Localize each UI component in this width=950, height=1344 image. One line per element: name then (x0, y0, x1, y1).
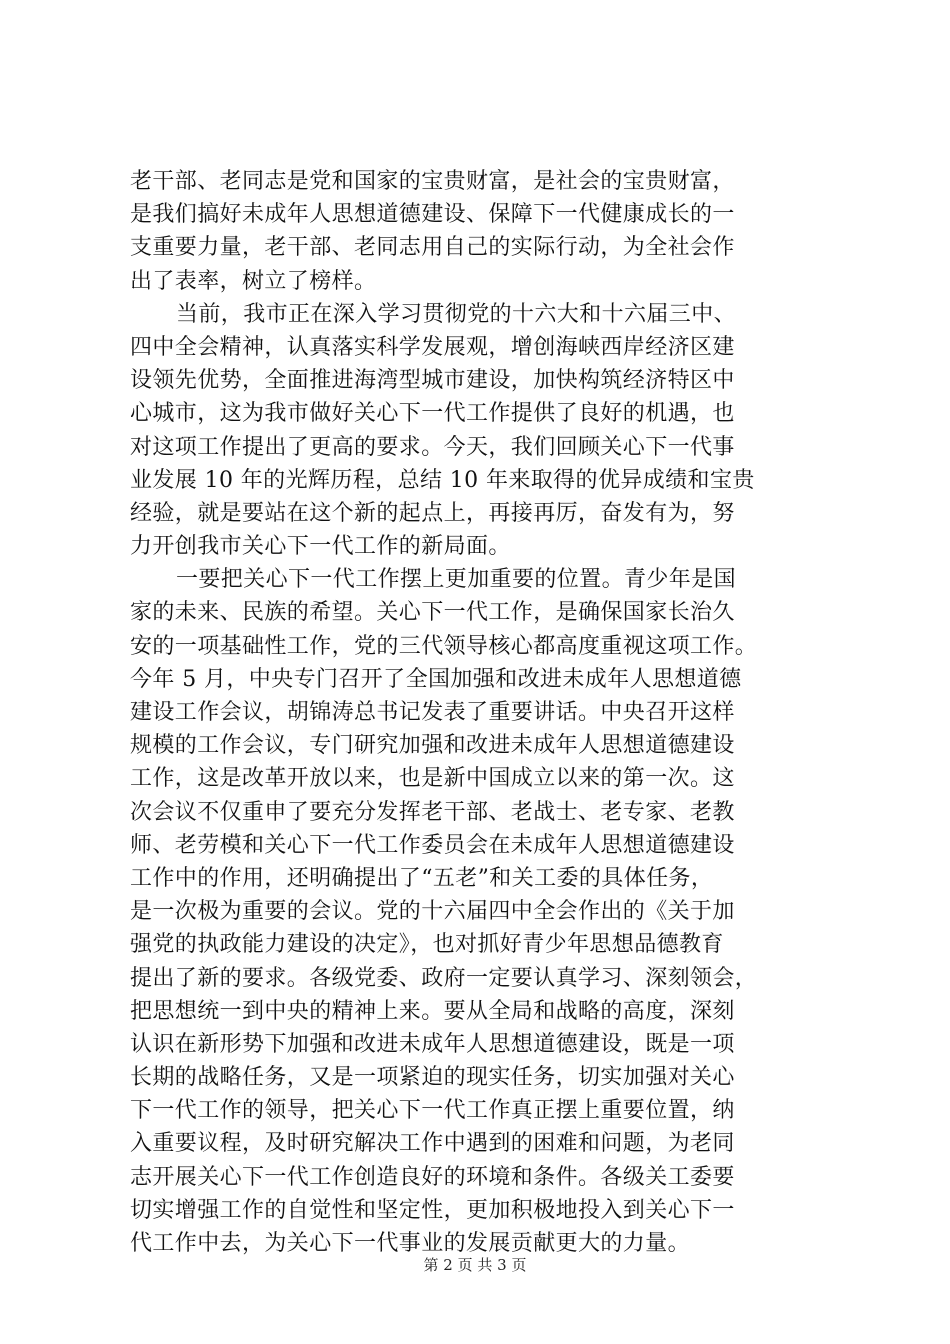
text-line: 家的未来、民族的希望。关心下一代工作，是确保国家长治久 (130, 600, 735, 626)
text-line: 工作中的作用，还明确提出了“五老”和关工委的具体任务， (130, 865, 714, 891)
text-line: 工作，这是改革开放以来，也是新中国成立以来的第一次。这 (130, 766, 735, 792)
text-line: 强党的执政能力建设的决定》，也对抓好青少年思想品德教育 (130, 932, 724, 958)
text-line: 切实增强工作的自觉性和坚定性，更加积极地投入到关心下一 (130, 1197, 735, 1223)
text-line: 规模的工作会议，专门研究加强和改进未成年人思想道德建设 (130, 733, 735, 759)
text-line: 次会议不仅重申了要充分发挥老干部、老战士、老专家、老教 (130, 799, 735, 825)
text-line: 是我们搞好未成年人思想道德建设、保障下一代健康成长的一 (130, 202, 735, 228)
page-footer: 第 2 页 共 3 页 (423, 1256, 527, 1274)
text-line: 老干部、老同志是党和国家的宝贵财富，是社会的宝贵财富， (130, 169, 735, 194)
text-line: 设领先优势，全面推进海湾型城市建设，加快构筑经济特区中 (130, 368, 735, 394)
text-line: 建设工作会议，胡锦涛总书记发表了重要讲话。中央召开这样 (130, 700, 735, 725)
text-line: 经验，就是要站在这个新的起点上，再接再厉，奋发有为，努 (130, 500, 735, 526)
text-line: 下一代工作的领导，把关心下一代工作真正摆上重要位置，纳 (130, 1098, 735, 1124)
text-line: 当前，我市正在深入学习贯彻党的十六大和十六届三中、 (176, 301, 737, 327)
text-line: 出了表率，树立了榜样。 (130, 268, 377, 294)
text-line: 心城市，这为我市做好关心下一代工作提供了良好的机遇，也 (130, 401, 735, 427)
text-line: 力开创我市关心下一代工作的新局面。 (130, 534, 511, 560)
text-line: 入重要议程，及时研究解决工作中遇到的困难和问题，为老同 (130, 1131, 735, 1157)
text-line: 认识在新形势下加强和改进未成年人思想道德建设，既是一项 (130, 1031, 735, 1057)
text-line: 提出了新的要求。各级党委、政府一定要认真学习、深刻领会， (130, 965, 758, 991)
text-line: 师、老劳模和关心下一代工作委员会在未成年人思想道德建设 (130, 832, 735, 858)
text-line: 对这项工作提出了更高的要求。今天，我们回顾关心下一代事 (130, 434, 735, 460)
text-line: 志开展关心下一代工作创造良好的环境和条件。各级关工委要 (130, 1164, 735, 1190)
text-line: 今年 5 月，中央专门召开了全国加强和改进未成年人思想道德 (130, 666, 742, 692)
text-line: 支重要力量，老干部、老同志用自己的实际行动，为全社会作 (130, 235, 735, 261)
text-line: 是一次极为重要的会议。党的十六届四中全会作出的《关于加 (130, 899, 735, 925)
document-body (130, 165, 830, 1260)
text-line: 一要把关心下一代工作摆上更加重要的位置。青少年是国 (176, 567, 737, 593)
text-line: 安的一项基础性工作，党的三代领导核心都高度重视这项工作。 (130, 633, 758, 659)
text-line: 代工作中去，为关心下一代事业的发展贡献更大的力量。 (130, 1231, 691, 1256)
text-line: 长期的战略任务，又是一项紧迫的现实任务，切实加强对关心 (130, 1065, 735, 1091)
text-line: 业发展 10 年的光辉历程，总结 10 年来取得的优异成绩和宝贵 (130, 467, 755, 493)
text-line: 四中全会精神，认真落实科学发展观，增创海峡西岸经济区建 (130, 334, 735, 360)
text-line: 把思想统一到中央的精神上来。要从全局和战略的高度，深刻 (130, 998, 735, 1024)
